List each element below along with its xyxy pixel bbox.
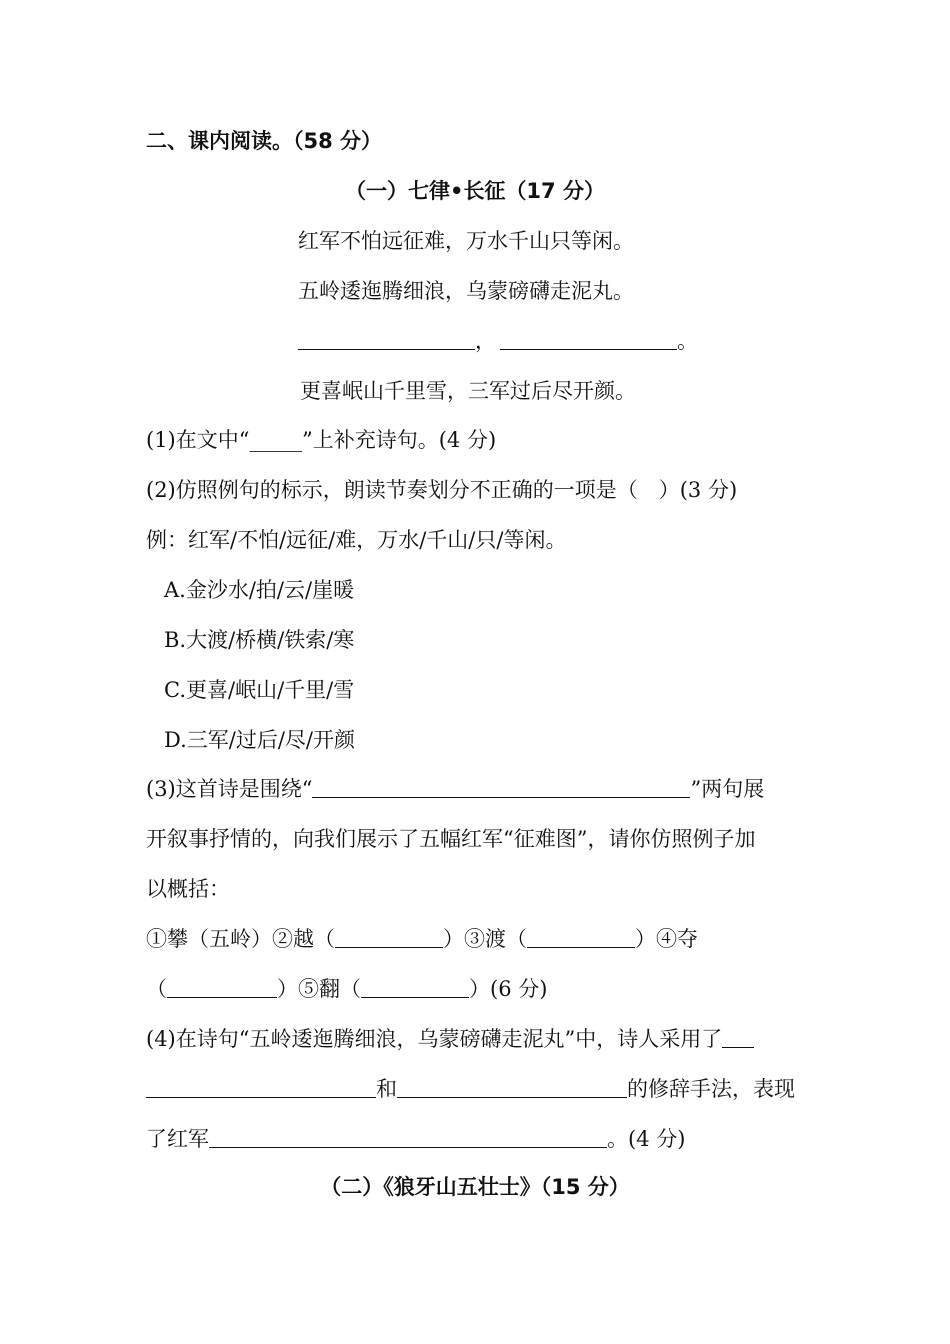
- part1-title: （一）七律•长征（17 分）: [345, 179, 605, 203]
- poem-line-4: 更喜岷山千里雪，三军过后尽开颜。: [300, 379, 636, 403]
- q4-blank-1[interactable]: [146, 1077, 376, 1098]
- poem-period: 。: [677, 329, 698, 353]
- q3-blank-2[interactable]: [335, 927, 443, 948]
- poem-blank-1[interactable]: [298, 329, 475, 350]
- question-3-line-2: 开叙事抒情的，向我们展示了五幅红军“征难图”，请你仿照例子加: [146, 827, 756, 851]
- q3-paren-open: （: [146, 977, 167, 1001]
- q4-text: (4)在诗句“五岭逶迤腾细浪，乌蒙磅礴走泥丸”中，诗人采用了: [146, 1027, 723, 1051]
- poem-line-3: [298, 327, 698, 355]
- q4-points: 。(4 分): [607, 1127, 686, 1151]
- q3-blank-main[interactable]: [312, 777, 690, 798]
- q3-blank-3[interactable]: [527, 927, 635, 948]
- question-4-line-1: [146, 1025, 754, 1053]
- question-3-line-1: [146, 775, 764, 803]
- q3-item-3: ）③渡（: [443, 927, 527, 951]
- poem-comma: ，: [475, 329, 496, 353]
- q3-item-5: ）⑤翻（: [277, 977, 361, 1001]
- q3-item-1-2: ①攀（五岭）②越（: [146, 927, 335, 951]
- poem-line-1: 红军不怕远征难，万水千山只等闲。: [298, 229, 634, 253]
- question-2-example: 例：红军/不怕/远征/难，万水/千山/只/等闲。: [146, 528, 567, 552]
- q3-suffix: ”两句展: [690, 777, 765, 801]
- question-1: (1)在文中“_____”上补充诗句。(4 分): [146, 428, 497, 452]
- q3-blank-5[interactable]: [361, 977, 469, 998]
- option-b[interactable]: B.大渡/桥横/铁索/寒: [164, 628, 355, 652]
- question-2: (2)仿照例句的标示，朗读节奏划分不正确的一项是（ ）(3 分): [146, 478, 738, 502]
- question-4-line-3: [146, 1125, 685, 1153]
- option-c[interactable]: C.更喜/岷山/千里/雪: [164, 678, 355, 702]
- question-3-line-4: [146, 925, 698, 953]
- poem-line-2: 五岭逶迤腾细浪，乌蒙磅礴走泥丸。: [298, 279, 634, 303]
- q4-rhetoric: 的修辞手法，表现: [627, 1077, 795, 1101]
- q3-prefix: (3)这首诗是围绕“: [146, 777, 313, 801]
- q3-points: ）(6 分): [469, 977, 548, 1001]
- question-3-line-5: [146, 975, 547, 1003]
- poem-blank-2[interactable]: [500, 329, 677, 350]
- question-3-line-3: 以概括：: [146, 877, 230, 901]
- q4-blank-3[interactable]: [209, 1127, 607, 1148]
- question-4-line-2: [146, 1075, 795, 1103]
- q4-and: 和: [376, 1077, 397, 1101]
- option-a[interactable]: A.金沙水/拍/云/崖暖: [164, 578, 355, 602]
- q4-red-army: 了红军: [146, 1127, 209, 1151]
- q3-blank-4[interactable]: [167, 977, 277, 998]
- option-d[interactable]: D.三军/过后/尽/开颜: [164, 728, 355, 752]
- section-title: 二、课内阅读。（58 分）: [146, 129, 383, 153]
- q3-item-4: ）④夺: [635, 927, 698, 951]
- q4-blank-2[interactable]: [397, 1077, 627, 1098]
- part2-title: （二）《狼牙山五壮士》（15 分）: [320, 1175, 630, 1199]
- q4-blank-start[interactable]: [722, 1027, 754, 1048]
